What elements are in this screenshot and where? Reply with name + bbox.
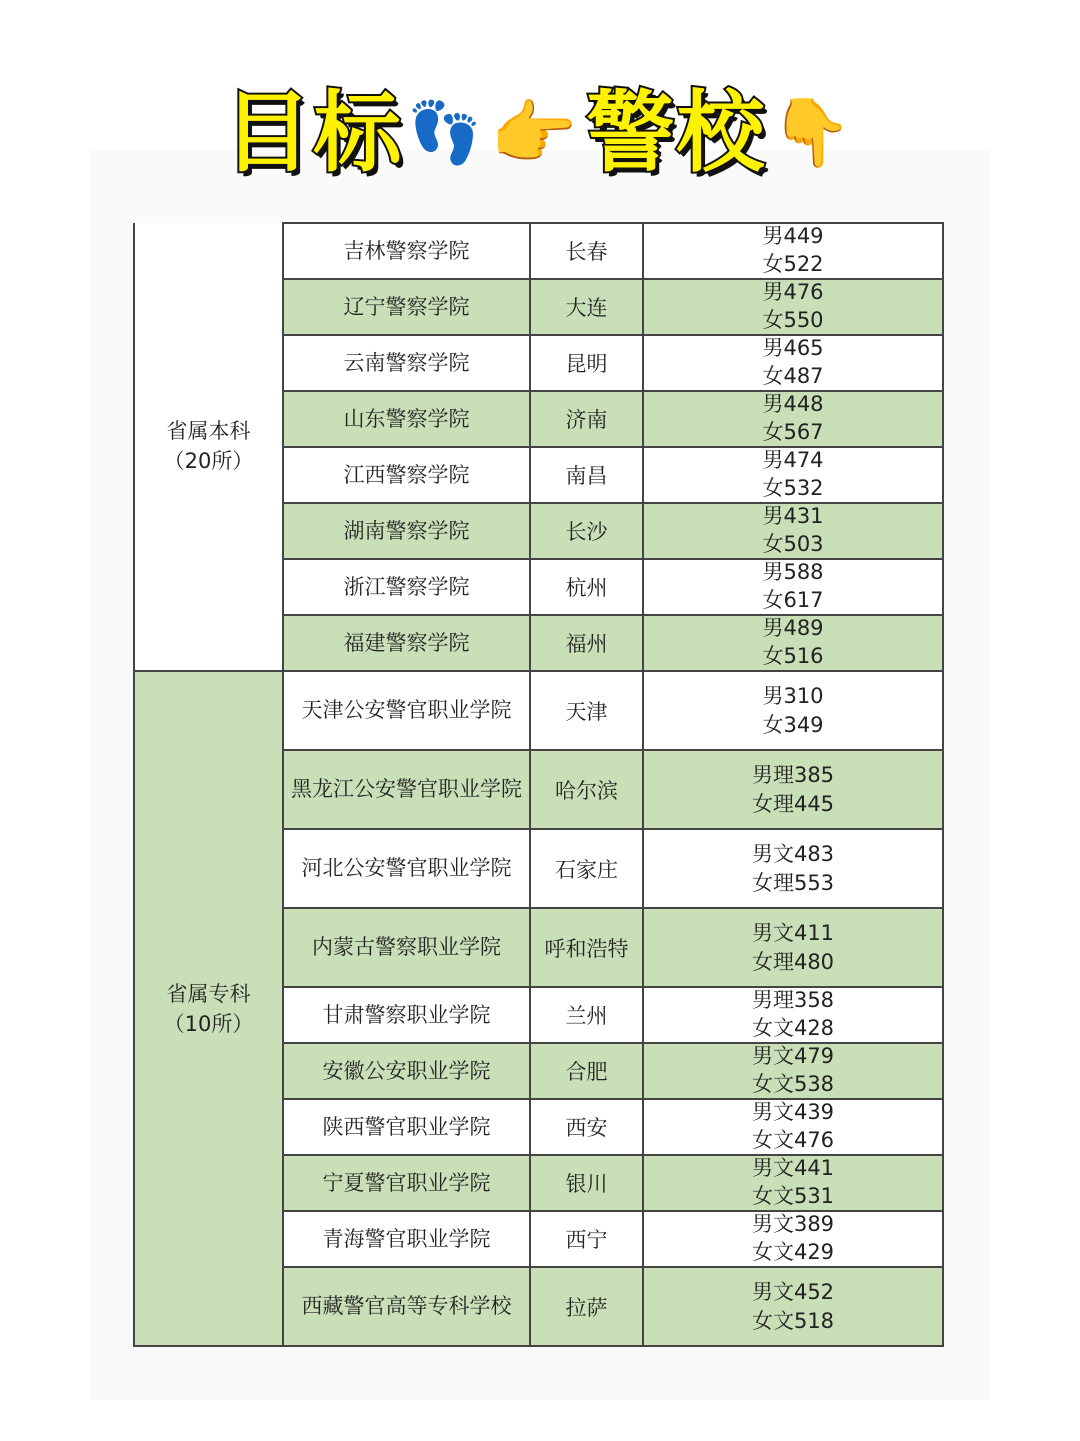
score-cell: 男文479 女文538 [643, 1043, 943, 1099]
city-name: 石家庄 [530, 829, 643, 908]
category-cell-vocational: 省属专科 （10所） [134, 671, 283, 1346]
city-name: 济南 [530, 391, 643, 447]
score-cell: 男理358 女文428 [643, 987, 943, 1043]
table-row [134, 223, 943, 279]
school-name: 吉林警察学院 [283, 223, 530, 279]
school-name: 西藏警官高等专科学校 [283, 1267, 530, 1346]
admission-score-table [133, 222, 944, 1347]
score-cell: 男文389 女文429 [643, 1211, 943, 1267]
score-cell: 男474 女532 [643, 447, 943, 503]
category-cell-undergraduate: 省属本科 （20所） [134, 223, 283, 671]
school-name: 甘肃警察职业学院 [283, 987, 530, 1043]
school-name: 黑龙江公安警官职业学院 [283, 750, 530, 829]
city-name: 兰州 [530, 987, 643, 1043]
city-name: 呼和浩特 [530, 908, 643, 987]
school-name: 山东警察学院 [283, 391, 530, 447]
city-name: 昆明 [530, 335, 643, 391]
score-cell: 男文441 女文531 [643, 1155, 943, 1211]
score-cell: 男465 女487 [643, 335, 943, 391]
page-title [0, 78, 1080, 198]
pointing-right-icon: 👉 [490, 92, 578, 174]
score-cell: 男文483 女理553 [643, 829, 943, 908]
city-name: 大连 [530, 279, 643, 335]
city-name: 哈尔滨 [530, 750, 643, 829]
city-name: 长沙 [530, 503, 643, 559]
score-cell: 男文411 女理480 [643, 908, 943, 987]
school-name: 江西警察学院 [283, 447, 530, 503]
city-name: 西宁 [530, 1211, 643, 1267]
score-cell: 男449 女522 [643, 223, 943, 279]
school-name: 河北公安警官职业学院 [283, 829, 530, 908]
pointing-down-icon: 👇 [770, 94, 853, 171]
score-cell: 男588 女617 [643, 559, 943, 615]
school-name: 内蒙古警察职业学院 [283, 908, 530, 987]
school-name: 浙江警察学院 [283, 559, 530, 615]
school-name: 辽宁警察学院 [283, 279, 530, 335]
city-name: 杭州 [530, 559, 643, 615]
score-cell: 男310 女349 [643, 671, 943, 750]
score-cell: 男489 女516 [643, 615, 943, 671]
city-name: 西安 [530, 1099, 643, 1155]
school-name: 青海警官职业学院 [283, 1211, 530, 1267]
footprints-icon: 👣 [407, 98, 483, 168]
school-name: 陕西警官职业学院 [283, 1099, 530, 1155]
score-cell: 男476 女550 [643, 279, 943, 335]
city-name: 拉萨 [530, 1267, 643, 1346]
school-name: 福建警察学院 [283, 615, 530, 671]
title-goal: 目标 [223, 81, 404, 184]
city-name: 合肥 [530, 1043, 643, 1099]
school-name: 宁夏警官职业学院 [283, 1155, 530, 1211]
city-name: 南昌 [530, 447, 643, 503]
score-cell: 男448 女567 [643, 391, 943, 447]
school-name: 云南警察学院 [283, 335, 530, 391]
city-name: 长春 [530, 223, 643, 279]
school-name: 安徽公安职业学院 [283, 1043, 530, 1099]
title-police-school: 警校 [586, 81, 767, 184]
table-row [134, 671, 943, 750]
city-name: 天津 [530, 671, 643, 750]
school-name: 湖南警察学院 [283, 503, 530, 559]
score-cell: 男文452 女文518 [643, 1267, 943, 1346]
city-name: 福州 [530, 615, 643, 671]
city-name: 银川 [530, 1155, 643, 1211]
school-name: 天津公安警官职业学院 [283, 671, 530, 750]
score-cell: 男431 女503 [643, 503, 943, 559]
score-cell: 男理385 女理445 [643, 750, 943, 829]
score-cell: 男文439 女文476 [643, 1099, 943, 1155]
